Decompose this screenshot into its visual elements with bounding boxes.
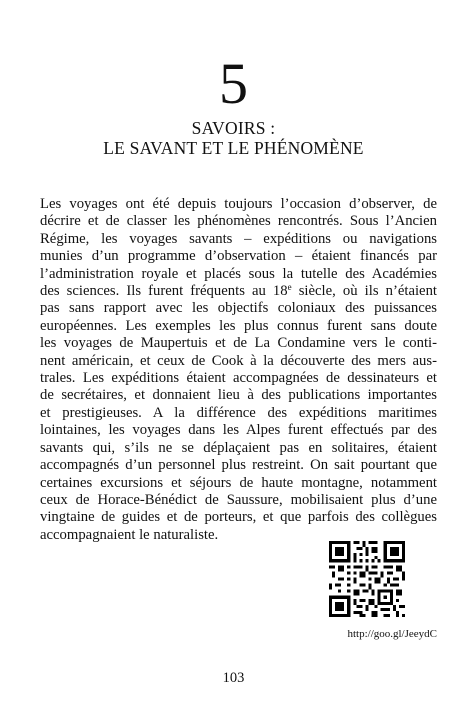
- text-line: et prestigieuses. A la différence des expéditions maritimes: [40, 404, 437, 421]
- text-line-part: siècle, où ils n’étaient: [291, 283, 437, 300]
- text-line: certaines excursions et séjours de haute montagne, notamment: [40, 474, 437, 491]
- body-paragraph: [40, 196, 437, 544]
- text-line: savants qui, s’ils ne se déplaçaient pas en solitaires, étaient: [40, 439, 437, 456]
- text-line: lointaines, les voyages dans les Alpes furent effectués par des: [40, 422, 437, 439]
- text-line: pas sans rapport avec les objectifs coloniaux des puissances: [40, 300, 437, 317]
- chapter-title-line-1: SAVOIRS :: [191, 118, 276, 138]
- superscript: e: [287, 282, 292, 293]
- page-number: 103: [222, 670, 245, 686]
- text-line-part: des sciences. Ils furent fréquents au 18: [40, 283, 288, 300]
- text-line: munies d’un programme d’observation – étaient financés par: [40, 248, 437, 265]
- text-line: nent américain, et ceux de Cook à la découverte des mers aus-: [40, 352, 437, 369]
- chapter-number: 5: [219, 51, 248, 116]
- text-line: accompagnés d’un personnel plus restreint. On sait pourtant que: [40, 457, 437, 474]
- chapter-title: [0, 118, 467, 158]
- text-line: vingtaine de guides et de porteurs, et que parfois des collègues: [40, 509, 437, 526]
- qr-code-url[interactable]: http://goo.gl/JeeydC: [347, 628, 437, 640]
- text-line: [40, 283, 437, 300]
- text-line: trales. Les expéditions étaient accompagnées de dessinateurs et: [40, 370, 437, 387]
- chapter-title-line-2: LE SAVANT ET LE PHÉNOMÈNE: [103, 138, 364, 158]
- text-line: ceux de Horace-Bénédict de Saussure, mobilisaient plus d’une: [40, 491, 437, 508]
- text-line: les voyages de Maupertuis et de La Condamine vers le conti-: [40, 335, 437, 352]
- text-line: Les voyages ont été depuis toujours l’occasion d’observer, de: [40, 196, 437, 212]
- text-line: Régime, les voyages savants – expéditions ou navigations: [40, 230, 437, 247]
- text-line: de secrétaires, et donnaient lieu à des publications importantes: [40, 387, 437, 404]
- text-line: européennes. Les exemples les plus connus furent sans doute: [40, 317, 437, 334]
- text-line: l’administration royale et placés sous la tutelle des Académies: [40, 265, 437, 282]
- qr-code-icon[interactable]: [329, 541, 405, 617]
- text-line: accompagnaient le naturaliste.: [40, 526, 219, 543]
- text-line: décrire et de classer les phénomènes rencontrés. Sous l’Ancien: [40, 213, 437, 230]
